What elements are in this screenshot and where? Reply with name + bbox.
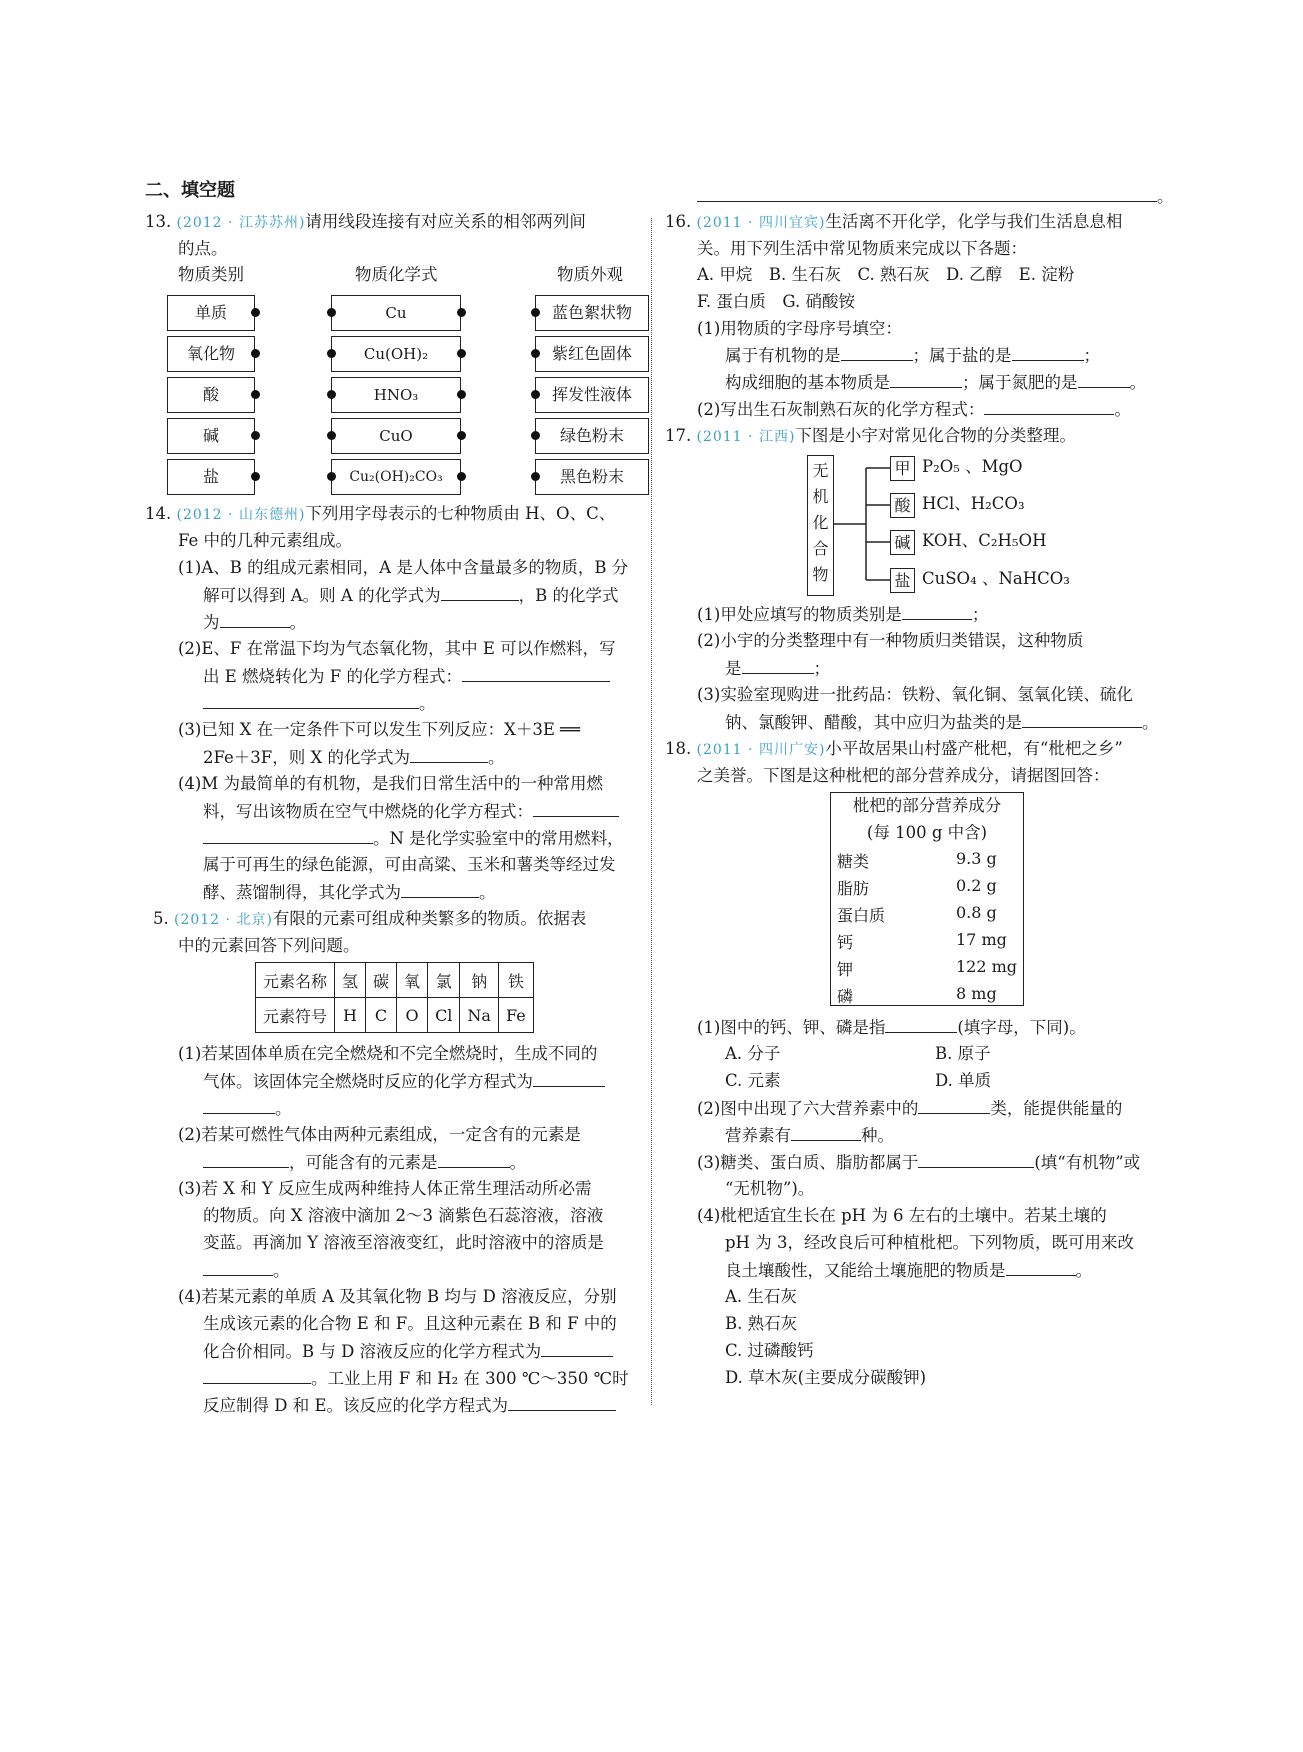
q16-line2: 关。用下列生活中常见物质来完成以下各题： (697, 239, 1027, 258)
q14-p1: (1)A、B 的组成元素相同，A 是人体中含量最多的物质，B 分 (178, 558, 629, 577)
answer-blank[interactable] (533, 800, 619, 817)
element-table (255, 962, 534, 1033)
answer-blank[interactable] (791, 1124, 861, 1141)
nutrient-name: 钙 (837, 933, 854, 952)
table-cell: 氧 (397, 963, 428, 998)
q15-p4-line3: 化合价相同。B 与 D 溶液反应的化学方程式为 (203, 1340, 613, 1363)
q18-option[interactable]: C. 过磷酸钙 (725, 1341, 814, 1360)
q18-p3: (3)糖类、蛋白质、脂肪都属于 (填“有机物”或 (697, 1153, 1141, 1172)
table-cell: C (366, 998, 397, 1033)
branch-items: HCl、H₂CO₃ (922, 494, 1025, 513)
q16-p2: (2)写出生石灰制熟石灰的化学方程式： 。 (697, 400, 1131, 419)
q18-option[interactable]: A. 分子 (725, 1044, 781, 1063)
answer-blank[interactable] (902, 603, 972, 620)
q15-p3: (3)若 X 和 Y 反应生成两种维持人体正常生理活动所必需 (178, 1179, 592, 1198)
q14-p1-blanks: 解可以得到 A。则 A 的化学式为 ，B 的化学式 (203, 586, 619, 605)
formula-box: HNO₃ (331, 377, 461, 413)
connect-dot[interactable] (327, 431, 336, 440)
category-box: 碱 (167, 418, 255, 454)
connect-dot[interactable] (251, 390, 260, 399)
answer-blank[interactable] (918, 1097, 990, 1114)
connect-dot[interactable] (457, 472, 466, 481)
table-cell: 元素名称 (256, 963, 335, 998)
q15-p4-line4: 。工业上用 F 和 H₂ 在 300 ℃～350 ℃时 (203, 1367, 629, 1390)
table-cell: Cl (428, 998, 460, 1033)
q18-p3-line2: “无机物”)。 (725, 1179, 815, 1198)
q15-p1-line3: 。 (203, 1097, 292, 1120)
connect-dot[interactable] (251, 308, 260, 317)
answer-blank[interactable] (410, 746, 488, 763)
q13-header-formula: 物质化学式 (355, 265, 438, 284)
category-box: 单质 (167, 295, 255, 331)
answer-blank[interactable] (1006, 1259, 1076, 1276)
connect-dot[interactable] (251, 349, 260, 358)
branch-label-box: 盐 (890, 568, 915, 593)
q15-p1: (1)若某固体单质在完全燃烧和不完全燃烧时，生成不同的 (178, 1044, 598, 1063)
nutrient-value: 0.2 g (956, 876, 997, 895)
q18-p2: (2)图中出现了六大营养素中的 类，能提供能量的 (697, 1099, 1123, 1118)
answer-blank[interactable] (841, 344, 913, 361)
q18-p2-line2: 营养素有 种。 (725, 1126, 894, 1145)
nutrient-value: 0.8 g (956, 903, 997, 922)
q15-p4: (4)若某元素的单质 A 及其氧化物 B 均与 D 溶液反应，分别 (178, 1287, 617, 1306)
answer-blank[interactable] (220, 611, 290, 628)
nutrition-subtitle: (每 100 g 中含) (866, 823, 988, 842)
answer-blank[interactable] (1012, 344, 1084, 361)
answer-blank[interactable] (1078, 371, 1130, 388)
q17-p1: (1)甲处应填写的物质类别是 ； (697, 605, 989, 624)
formula-box: Cu(OH)₂ (331, 336, 461, 372)
q18-option[interactable]: D. 单质 (935, 1071, 992, 1090)
connect-dot[interactable] (457, 390, 466, 399)
q14-p3: (3)已知 X 在一定条件下可以发生下列反应：X＋3E ══ (178, 720, 581, 739)
q14-p2: (2)E、F 在常温下均为气态氧化物，其中 E 可以作燃料，写 (178, 639, 616, 658)
connect-dot[interactable] (251, 431, 260, 440)
table-cell: 氢 (335, 963, 366, 998)
root-char: 机 (812, 487, 829, 506)
table-cell: Fe (498, 998, 533, 1033)
connect-dot[interactable] (327, 308, 336, 317)
table-cell: Na (460, 998, 499, 1033)
answer-blank[interactable] (742, 657, 814, 674)
q15-p3-line3: 变蓝。再滴加 Y 溶液至溶液变红，此时溶液中的溶质是 (203, 1233, 604, 1252)
q17-p2-line2: 是 ； (725, 659, 830, 678)
q14-line1: 14. (2012 · 山东德州)下列用字母表示的七种物质由 H、O、C、 (145, 504, 616, 523)
connect-dot[interactable] (531, 349, 540, 358)
section-title: 二、填空题 (145, 180, 235, 201)
connect-dot[interactable] (327, 349, 336, 358)
connect-dot[interactable] (327, 472, 336, 481)
appearance-box: 挥发性液体 (535, 377, 649, 413)
answer-blank[interactable] (203, 692, 419, 709)
q16-p1: (1)用物质的字母序号填空： (697, 319, 902, 338)
q17-p3: (3)实验室现购进一批药品：铁粉、氧化铜、氢氧化镁、硫化 (697, 685, 1133, 704)
root-char: 化 (812, 513, 829, 532)
answer-blank[interactable] (885, 1016, 957, 1033)
nutrient-name: 脂肪 (837, 879, 870, 898)
nutrient-name: 蛋白质 (837, 906, 886, 925)
nutrient-name: 磷 (837, 987, 854, 1006)
branch-label-box: 碱 (890, 530, 915, 555)
category-box: 盐 (167, 459, 255, 495)
q17-p3-line2: 钠、氯酸钾、醋酸，其中应归为盐类的是 。 (725, 713, 1159, 732)
answer-blank[interactable] (890, 371, 962, 388)
column-divider (651, 218, 652, 1405)
q16-p1-line2: 属于有机物的是 ；属于盐的是 ； (725, 346, 1100, 365)
appearance-box: 紫红色固体 (535, 336, 649, 372)
q18-p1: (1)图中的钙、钾、磷是指 (填字母，下同)。 (697, 1018, 1086, 1037)
q18-option[interactable]: B. 熟石灰 (725, 1314, 798, 1333)
q15-line1: 5. (2012 · 北京)有限的元素可组成种类繁多的物质。依据表 (153, 909, 587, 928)
carryover-line: 。 (697, 185, 1174, 208)
q16-p1-line3: 构成细胞的基本物质是 ；属于氮肥的是 。 (725, 373, 1146, 392)
q18-line1: 18. (2011 · 四川广安)小平故居果山村盛产枇杷，有“枇杷之乡” (665, 739, 1123, 758)
q14-p3-line2: 2Fe＋3F，则 X 的化学式为 。 (203, 748, 505, 767)
formula-box: Cu (331, 295, 461, 331)
connect-dot[interactable] (457, 308, 466, 317)
q15-p4-line2: 生成该元素的化合物 E 和 F。且这种元素在 B 和 F 中的 (203, 1314, 617, 1333)
nutrient-value: 17 mg (956, 930, 1007, 949)
branch-items: CuSO₄ 、NaHCO₃ (922, 569, 1070, 588)
q15-p2: (2)若某可燃性气体由两种元素组成，一定含有的元素是 (178, 1125, 581, 1144)
q13-header-appearance: 物质外观 (557, 265, 623, 284)
answer-blank[interactable] (203, 1259, 273, 1276)
q14-p1-end: 为 。 (203, 613, 306, 632)
branch-label-box: 甲 (890, 456, 915, 481)
answer-blank[interactable] (203, 827, 373, 844)
category-box: 酸 (167, 377, 255, 413)
q14-p4-line2: 料，写出该物质在空气中燃烧的化学方程式： (203, 800, 619, 823)
root-char: 无 (812, 461, 829, 480)
q14-line2: Fe 中的几种元素组成。 (178, 531, 353, 550)
nutrient-value: 9.3 g (956, 849, 997, 868)
q18-p4: (4)枇杷适宜生长在 pH 为 6 左右的土壤中。若某土壤的 (697, 1206, 1107, 1225)
q15-p3-line2: 的物质。向 X 溶液中滴加 2～3 滴紫色石蕊溶液，溶液 (203, 1206, 604, 1225)
answer-blank[interactable] (203, 1097, 275, 1114)
tree-lines (834, 460, 894, 590)
table-cell: 铁 (498, 963, 533, 998)
answer-blank[interactable] (462, 665, 610, 682)
root-box (807, 455, 834, 596)
answer-blank[interactable] (541, 1340, 613, 1357)
answer-blank[interactable] (1022, 711, 1142, 728)
q15-line2: 中的元素回答下列问题。 (178, 936, 360, 955)
answer-blank[interactable] (918, 1151, 1034, 1168)
q15-p2-line2: ，可能含有的元素是 。 (203, 1151, 526, 1174)
nutrition-title: 枇杷的部分营养成分 (852, 796, 1002, 815)
answer-blank[interactable] (508, 1394, 616, 1411)
q18-option[interactable]: B. 原子 (935, 1044, 991, 1063)
q16-options1: A. 甲烷 B. 生石灰 C. 熟石灰 D. 乙醇 E. 淀粉 (697, 265, 1075, 284)
connect-dot[interactable] (457, 349, 466, 358)
q18-p4-line3: 良土壤酸性，又能给土壤施肥的物质是 。 (725, 1261, 1092, 1280)
q16-options2: F. 蛋白质 G. 硝酸铵 (697, 292, 855, 311)
appearance-box: 绿色粉末 (535, 418, 649, 454)
answer-blank[interactable] (533, 1070, 605, 1087)
connect-dot[interactable] (531, 390, 540, 399)
branch-label-box: 酸 (890, 493, 915, 518)
table-cell: 元素符号 (256, 998, 335, 1033)
q15-p1-line2: 气体。该固体完全燃烧时反应的化学方程式为 (203, 1070, 605, 1093)
connect-dot[interactable] (531, 472, 540, 481)
q18-option[interactable]: A. 生石灰 (725, 1287, 797, 1306)
formula-box: Cu₂(OH)₂CO₃ (331, 459, 461, 495)
answer-blank[interactable] (441, 584, 519, 601)
q15-p4-line5: 反应制得 D 和 E。该反应的化学方程式为 (203, 1394, 616, 1417)
q17-p2: (2)小宇的分类整理中有一种物质归类错误，这种物质 (697, 631, 1084, 650)
q14-p4-line4: 属于可再生的绿色能源，可由高粱、玉米和薯类等经过发 (203, 855, 616, 874)
nutrient-value: 8 mg (956, 984, 997, 1003)
q14-p4-line3: 。N 是化学实验室中的常用燃料， (203, 827, 624, 850)
q14-p2-line3: 。 (203, 692, 436, 715)
q14-p4-line5: 酵、蒸馏制得，其化学式为 。 (203, 883, 496, 902)
answer-blank[interactable] (438, 1151, 510, 1168)
branch-items: P₂O₅ 、MgO (922, 457, 1023, 476)
nutrient-name: 钾 (837, 960, 854, 979)
q17-line1: 17. (2011 · 江西)下图是小宇对常见化合物的分类整理。 (665, 426, 1076, 445)
appearance-box: 黑色粉末 (535, 459, 649, 495)
answer-blank[interactable] (401, 881, 479, 898)
q13-line2: 的点。 (178, 239, 228, 258)
q13-line1: 13. (2012 · 江苏苏州)请用线段连接有对应关系的相邻两列间 (145, 212, 586, 231)
q18-p4-line2: pH 为 3，经改良后可种植枇杷。下列物质，既可用来改 (725, 1233, 1134, 1252)
table-cell: 钠 (460, 963, 499, 998)
answer-blank[interactable] (697, 185, 1157, 202)
root-char: 物 (812, 565, 829, 584)
nutrient-value: 122 mg (956, 957, 1018, 976)
table-cell: 碳 (366, 963, 397, 998)
q14-p4: (4)M 为最简单的有机物，是我们日常生活中的一种常用燃 (178, 774, 604, 793)
nutrition-table (830, 792, 1024, 1006)
q18-option[interactable]: D. 草木灰(主要成分碳酸钾) (725, 1368, 927, 1387)
q16-line1: 16. (2011 · 四川宜宾)生活离不开化学，化学与我们生活息息相 (665, 212, 1123, 231)
connect-dot[interactable] (251, 472, 260, 481)
answer-blank[interactable] (984, 398, 1114, 415)
connect-dot[interactable] (531, 431, 540, 440)
q15-p3-line4: 。 (203, 1259, 290, 1282)
q18-option[interactable]: C. 元素 (725, 1071, 781, 1090)
answer-blank[interactable] (203, 1367, 311, 1384)
branch-items: KOH、C₂H₅OH (922, 531, 1047, 550)
appearance-box: 蓝色絮状物 (535, 295, 649, 331)
q13-header-category: 物质类别 (178, 265, 244, 284)
table-cell: 氯 (428, 963, 460, 998)
root-char: 合 (812, 539, 829, 558)
formula-box: CuO (331, 418, 461, 454)
table-cell: H (335, 998, 366, 1033)
connect-dot[interactable] (531, 308, 540, 317)
connect-dot[interactable] (457, 431, 466, 440)
q14-p2-line2: 出 E 燃烧转化为 F 的化学方程式： (203, 665, 610, 688)
answer-blank[interactable] (203, 1151, 289, 1168)
table-cell: O (397, 998, 428, 1033)
nutrient-name: 糖类 (837, 852, 870, 871)
q18-line2: 之美誉。下图是这种枇杷的部分营养成分，请据图回答： (697, 766, 1110, 785)
category-box: 氧化物 (167, 336, 255, 372)
connect-dot[interactable] (327, 390, 336, 399)
